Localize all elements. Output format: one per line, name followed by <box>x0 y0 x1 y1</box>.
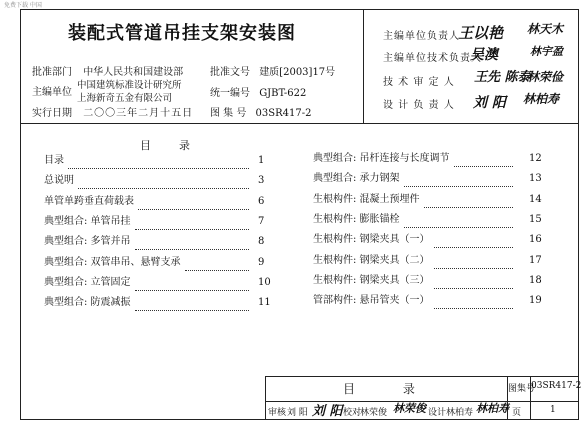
toc-leader-dots <box>68 154 249 169</box>
toc-entry-page: 15 <box>529 213 542 225</box>
doc-no-label: 批准文号 <box>210 67 250 78</box>
toc-leader-dots <box>434 274 513 289</box>
signature-review-2: 林荣俭 <box>527 70 564 84</box>
checker-signature: 林荣俊 <box>393 402 426 415</box>
toc-entry-label: 典型组合: 承力钢架 <box>313 173 400 185</box>
title-block-top <box>265 376 578 377</box>
signature-tech-1: 吴澳 <box>470 47 498 63</box>
signature-chief-1: 王以艳 <box>458 24 504 42</box>
signature-divider <box>363 10 364 123</box>
toc-row <box>313 152 542 166</box>
toc-entry-label: 典型组合: 防震减振 <box>44 297 131 309</box>
toc-entry-label: 典型组合: 单管吊挂 <box>44 215 131 227</box>
toc-row <box>313 254 542 268</box>
approval-dept: 中华人民共和国建设部 <box>83 67 184 78</box>
toc-row <box>44 154 265 168</box>
unified-no-row <box>210 84 306 99</box>
signature-design-2: 林柏寿 <box>523 92 560 106</box>
toc-leader-dots <box>78 174 249 189</box>
toc-leader-dots <box>424 193 513 208</box>
toc-leader-dots <box>135 215 249 230</box>
toc-entry-label: 生根构件: 钢梁夹具（三） <box>313 274 430 286</box>
toc-entry-page: 19 <box>529 295 542 307</box>
unified-no: GJBT-622 <box>259 88 307 99</box>
toc-entry-page: 16 <box>529 234 542 246</box>
doc-no-row <box>210 63 335 78</box>
check-label: 校对 <box>343 408 362 418</box>
page-number: 1 <box>550 405 556 415</box>
toc-entry-page: 7 <box>258 215 265 227</box>
toc-row <box>44 276 271 290</box>
editor-line2: 上海新奇五金有限公司 <box>77 93 173 104</box>
reviewer-signature: 刘 阳 <box>312 404 343 419</box>
sig-label-design: 设 计 负 责 人 <box>383 100 455 111</box>
page-label: 页 <box>512 408 522 418</box>
title-block-atlas-no: 03SR417-2 <box>531 381 582 391</box>
toc-entry-label: 生根构件: 钢梁夹具（一） <box>313 234 430 246</box>
toc-leader-dots <box>434 254 513 269</box>
reviewer-name: 刘 阳 <box>287 408 308 418</box>
toc-row <box>313 294 542 308</box>
effective-row <box>32 104 193 119</box>
toc-row <box>44 296 271 310</box>
toc-entry-page: 9 <box>258 256 265 268</box>
toc-entry-page: 11 <box>258 297 271 309</box>
watermark: 免费下载 中国 <box>4 2 42 9</box>
toc-row <box>44 256 265 270</box>
toc-entry-label: 典型组合: 吊杆连接与长度调节 <box>313 153 450 164</box>
approval-dept-label: 批准部门 <box>32 67 72 78</box>
toc-entry-page: 3 <box>258 175 265 187</box>
toc-entry-label: 总说明 <box>44 175 74 187</box>
designer-signature: 林柏寿 <box>476 402 509 415</box>
toc-entry-label: 典型组合: 立管固定 <box>44 276 131 288</box>
toc-entry-page: 6 <box>258 195 265 207</box>
unified-no-label: 统一编号 <box>210 88 250 99</box>
header-divider <box>21 123 578 124</box>
toc-leader-dots <box>404 172 513 187</box>
sig-label-tech: 主编单位技术负责人 <box>383 53 482 64</box>
toc-row <box>313 193 542 207</box>
atlas-no: 03SR417-2 <box>255 108 312 119</box>
toc-leader-dots <box>135 276 249 291</box>
toc-row <box>44 174 265 188</box>
sig-label-review: 技 术 审 定 人 <box>383 77 455 88</box>
sig-label-chief: 主编单位负责人 <box>383 31 460 42</box>
toc-row <box>313 213 542 227</box>
approval-dept-row <box>32 63 183 78</box>
toc-leader-dots <box>434 294 513 309</box>
title-block-left <box>265 376 266 420</box>
toc-entry-label: 单管单跨垂直荷载表 <box>44 195 134 207</box>
toc-leader-dots <box>135 296 249 311</box>
toc-row <box>313 233 542 247</box>
toc-leader-dots <box>138 195 249 210</box>
checker-name: 林荣俊 <box>360 408 388 418</box>
editor-label: 主编单位 <box>32 87 72 98</box>
signature-design-1: 刘 阳 <box>473 95 506 111</box>
toc-row <box>44 215 265 229</box>
toc-entry-label: 生根构件: 膨胀锚栓 <box>313 213 400 225</box>
toc-leader-dots <box>135 235 249 250</box>
toc-leader-dots <box>404 213 513 228</box>
atlas-no-label: 图 集 号 <box>210 108 247 119</box>
toc-entry-page: 8 <box>258 236 265 248</box>
toc-entry-label: 生根构件: 钢梁夹具（二） <box>313 254 430 266</box>
toc-entry-label: 目录 <box>44 155 64 166</box>
toc-entry-page: 10 <box>258 276 271 288</box>
toc-entry-page: 17 <box>529 254 542 266</box>
toc-leader-dots <box>185 256 249 271</box>
editor-line1: 中国建筑标准设计研究所 <box>77 80 182 91</box>
signature-chief-2: 林天木 <box>527 22 564 36</box>
review-label: 审核 <box>268 408 287 418</box>
toc-row <box>44 235 265 249</box>
design-label: 设计 <box>428 408 447 418</box>
toc-entry-page: 1 <box>258 155 265 166</box>
toc-entry-label: 管部构件: 悬吊管夹（一） <box>313 295 430 307</box>
signature-review-1: 王先 陈泰 <box>474 70 531 85</box>
effective-date: 二〇〇三年二月十五日 <box>83 108 194 119</box>
toc-leader-dots <box>434 233 513 248</box>
toc-heading: 目录 <box>140 139 218 152</box>
toc-entry-page: 14 <box>529 193 542 205</box>
toc-entry-label: 典型组合: 多管并吊 <box>44 236 131 248</box>
designer-name: 林柏寿 <box>446 408 474 418</box>
toc-entry-page: 13 <box>529 173 542 185</box>
atlas-label: 图集号 <box>508 384 536 394</box>
toc-leader-dots <box>454 152 513 167</box>
doc-no: 建质[2003]17号 <box>259 67 336 78</box>
effective-label: 实行日期 <box>32 108 72 119</box>
toc-entry-page: 12 <box>529 153 542 164</box>
toc-entry-label: 典型组合: 双管串吊、悬臂支承 <box>44 256 181 268</box>
page-title: 装配式管道吊挂支架安装图 <box>68 23 296 44</box>
atlas-no-row <box>210 104 311 119</box>
sheet-title: 目 录 <box>343 382 437 396</box>
toc-entry-page: 18 <box>529 274 542 286</box>
signature-tech-2: 林宇盈 <box>530 45 563 58</box>
toc-entry-label: 生根构件: 混凝土预埋件 <box>313 193 420 205</box>
toc-row <box>44 195 265 209</box>
toc-row <box>313 172 542 186</box>
toc-row <box>313 274 542 288</box>
